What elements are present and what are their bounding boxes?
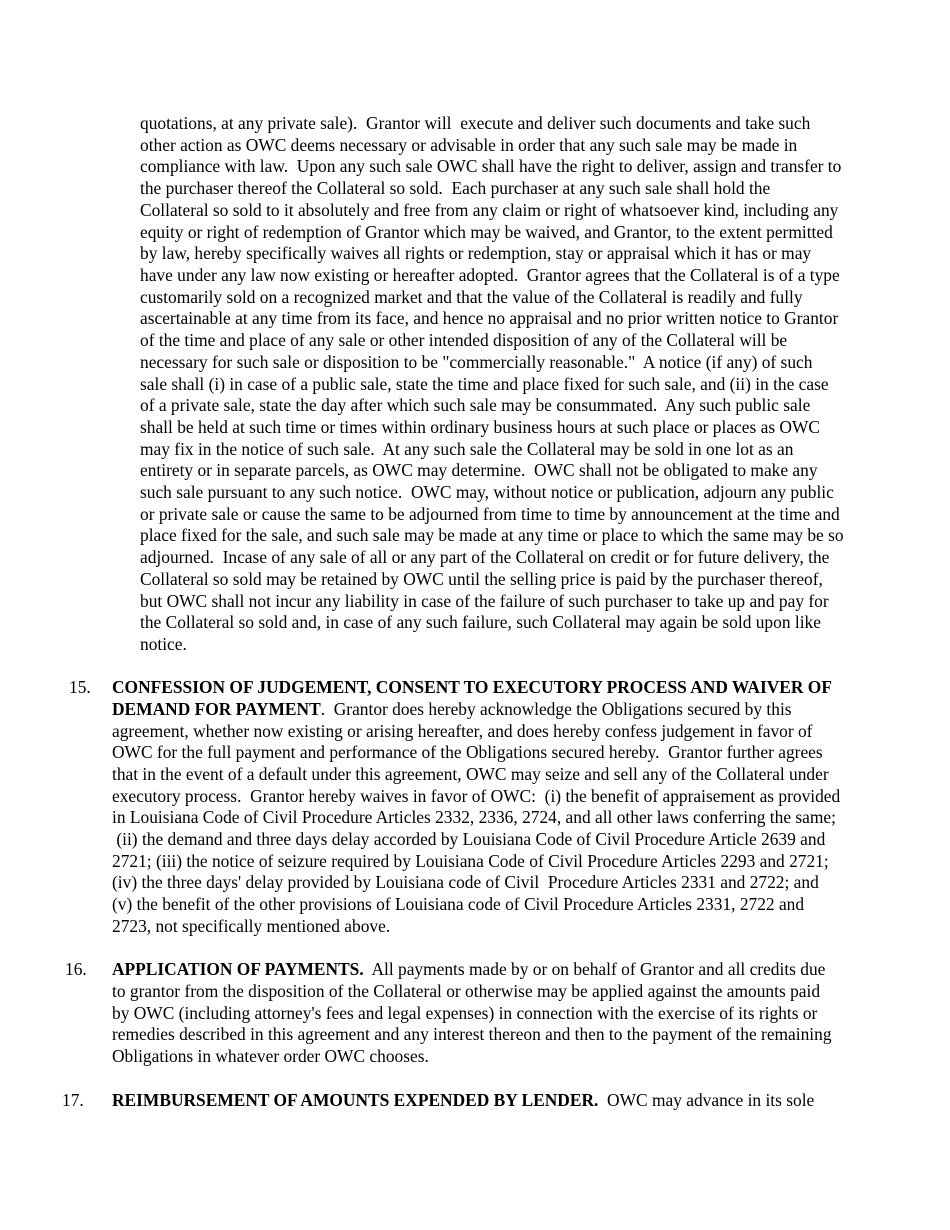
text-line xyxy=(112,959,825,981)
text-line: notice. xyxy=(140,634,187,654)
section-heading-text: APPLICATION OF PAYMENTS. xyxy=(112,959,364,979)
text-line: of the time and place of any sale or other intended disposition of any of the Collateral will be xyxy=(140,330,788,350)
text-line: to grantor from the disposition of the Collateral or otherwise may be applied against the amounts paid xyxy=(112,981,821,1001)
text-line xyxy=(112,699,792,721)
text-line: (iv) the three days' delay provided by Louisiana code of Civil Procedure Articles 2331 and 2722; and xyxy=(112,872,819,892)
text-line: sale shall (i) in case of a public sale, state the time and place fixed for such sale, and (ii) in the case xyxy=(140,374,829,394)
text-line: equity or right of redemption of Grantor which may be waived, and Grantor, to the extent permitted xyxy=(140,222,833,242)
section-text: All payments made by or on behalf of Grantor and all credits due xyxy=(363,959,826,979)
text-line: of a private sale, state the day after which such sale may be consummated. Any such public sale xyxy=(140,395,811,415)
section-text: OWC may advance in its sole xyxy=(598,1090,815,1110)
text-line: have under any law now existing or hereafter adopted. Grantor agrees that the Collateral is of a type xyxy=(140,265,840,285)
text-line: 2721; (iii) the notice of seizure required by Louisiana Code of Civil Procedure Articles 2293 and 2721; xyxy=(112,851,829,871)
text-line: remedies described in this agreement and any interest thereon and then to the payment of the remaining xyxy=(112,1024,832,1044)
text-line: Collateral so sold to it absolutely and free from any claim or right of whatsoever kind, including any xyxy=(140,200,839,220)
section-heading-text: REIMBURSEMENT OF AMOUNTS EXPENDED BY LENDER. xyxy=(112,1090,599,1110)
text-line: Obligations in whatever order OWC chooses. xyxy=(112,1046,429,1066)
text-line: agreement, whether now existing or arising hereafter, and does hereby confess judgement in favor of xyxy=(112,721,813,741)
text-line: adjourned. Incase of any sale of all or any part of the Collateral on credit or for future delivery, the xyxy=(140,547,830,567)
section-number: 15. xyxy=(69,677,91,697)
text-line: the purchaser thereof the Collateral so sold. Each purchaser at any such sale shall hold the xyxy=(140,178,771,198)
text-line: place fixed for the sale, and such sale may be made at any time or place to which the same may be so xyxy=(140,525,844,545)
text-line: executory process. Grantor hereby waives in favor of OWC: (i) the benefit of appraisement as provided xyxy=(112,786,841,806)
text-line: such sale pursuant to any such notice. OWC may, without notice or publication, adjourn any public xyxy=(140,482,834,502)
text-line xyxy=(112,1090,814,1112)
section-text: . Grantor does hereby acknowledge the Obligations secured by this xyxy=(320,699,792,719)
text-line: but OWC shall not incur any liability in case of the failure of such purchaser to take up and pay for xyxy=(140,591,829,611)
text-line: quotations, at any private sale). Grantor will execute and deliver such documents and take such xyxy=(140,113,811,133)
text-line: shall be held at such time or times within ordinary business hours at such place or places as OWC xyxy=(140,417,821,437)
section-number: 16. xyxy=(65,959,87,979)
text-line: (v) the benefit of the other provisions of Louisiana code of Civil Procedure Articles 2331, 2722 and xyxy=(112,894,805,914)
text-line: the Collateral so sold and, in case of any such failure, such Collateral may again be sold upon like xyxy=(140,612,821,632)
text-line: 2723, not specifically mentioned above. xyxy=(112,916,391,936)
text-line: customarily sold on a recognized market and that the value of the Collateral is readily and fully xyxy=(140,287,803,307)
text-line: ascertainable at any time from its face, and hence no appraisal and no prior written notice to Grantor xyxy=(140,308,839,328)
text-line: may fix in the notice of such sale. At any such sale the Collateral may be sold in one lot as an xyxy=(140,439,794,459)
section-heading-text: DEMAND FOR PAYMENT xyxy=(112,699,321,719)
text-line: in Louisiana Code of Civil Procedure Articles 2332, 2336, 2724, and all other laws conferring the same; xyxy=(112,807,836,827)
text-line: (ii) the demand and three days delay accorded by Louisiana Code of Civil Procedure Article 2639 and xyxy=(112,829,826,849)
text-line: OWC for the full payment and performance of the Obligations secured hereby. Grantor further agrees xyxy=(112,742,823,762)
text-line: Collateral so sold may be retained by OWC until the selling price is paid by the purchaser thereof, xyxy=(140,569,823,589)
section-heading xyxy=(112,677,832,699)
text-line: entirety or in separate parcels, as OWC may determine. OWC shall not be obligated to make any xyxy=(140,460,818,480)
text-line: that in the event of a default under this agreement, OWC may seize and sell any of the Collateral under xyxy=(112,764,829,784)
text-line: other action as OWC deems necessary or advisable in order that any such sale may be made in xyxy=(140,135,798,155)
section-heading-text: CONFESSION OF JUDGEMENT, CONSENT TO EXECUTORY PROCESS AND WAIVER OF xyxy=(112,677,832,697)
text-line: or private sale or cause the same to be adjourned from time to time by announcement at the time and xyxy=(140,504,840,524)
text-line: compliance with law. Upon any such sale OWC shall have the right to deliver, assign and transfer to xyxy=(140,156,842,176)
text-line: by law, hereby specifically waives all rights or redemption, stay or appraisal which it has or may xyxy=(140,243,812,263)
text-line: by OWC (including attorney's fees and legal expenses) in connection with the exercise of its rights or xyxy=(112,1003,818,1023)
section-number: 17. xyxy=(62,1090,84,1110)
text-line: necessary for such sale or disposition to be "commercially reasonable." A notice (if any) of such xyxy=(140,352,813,372)
